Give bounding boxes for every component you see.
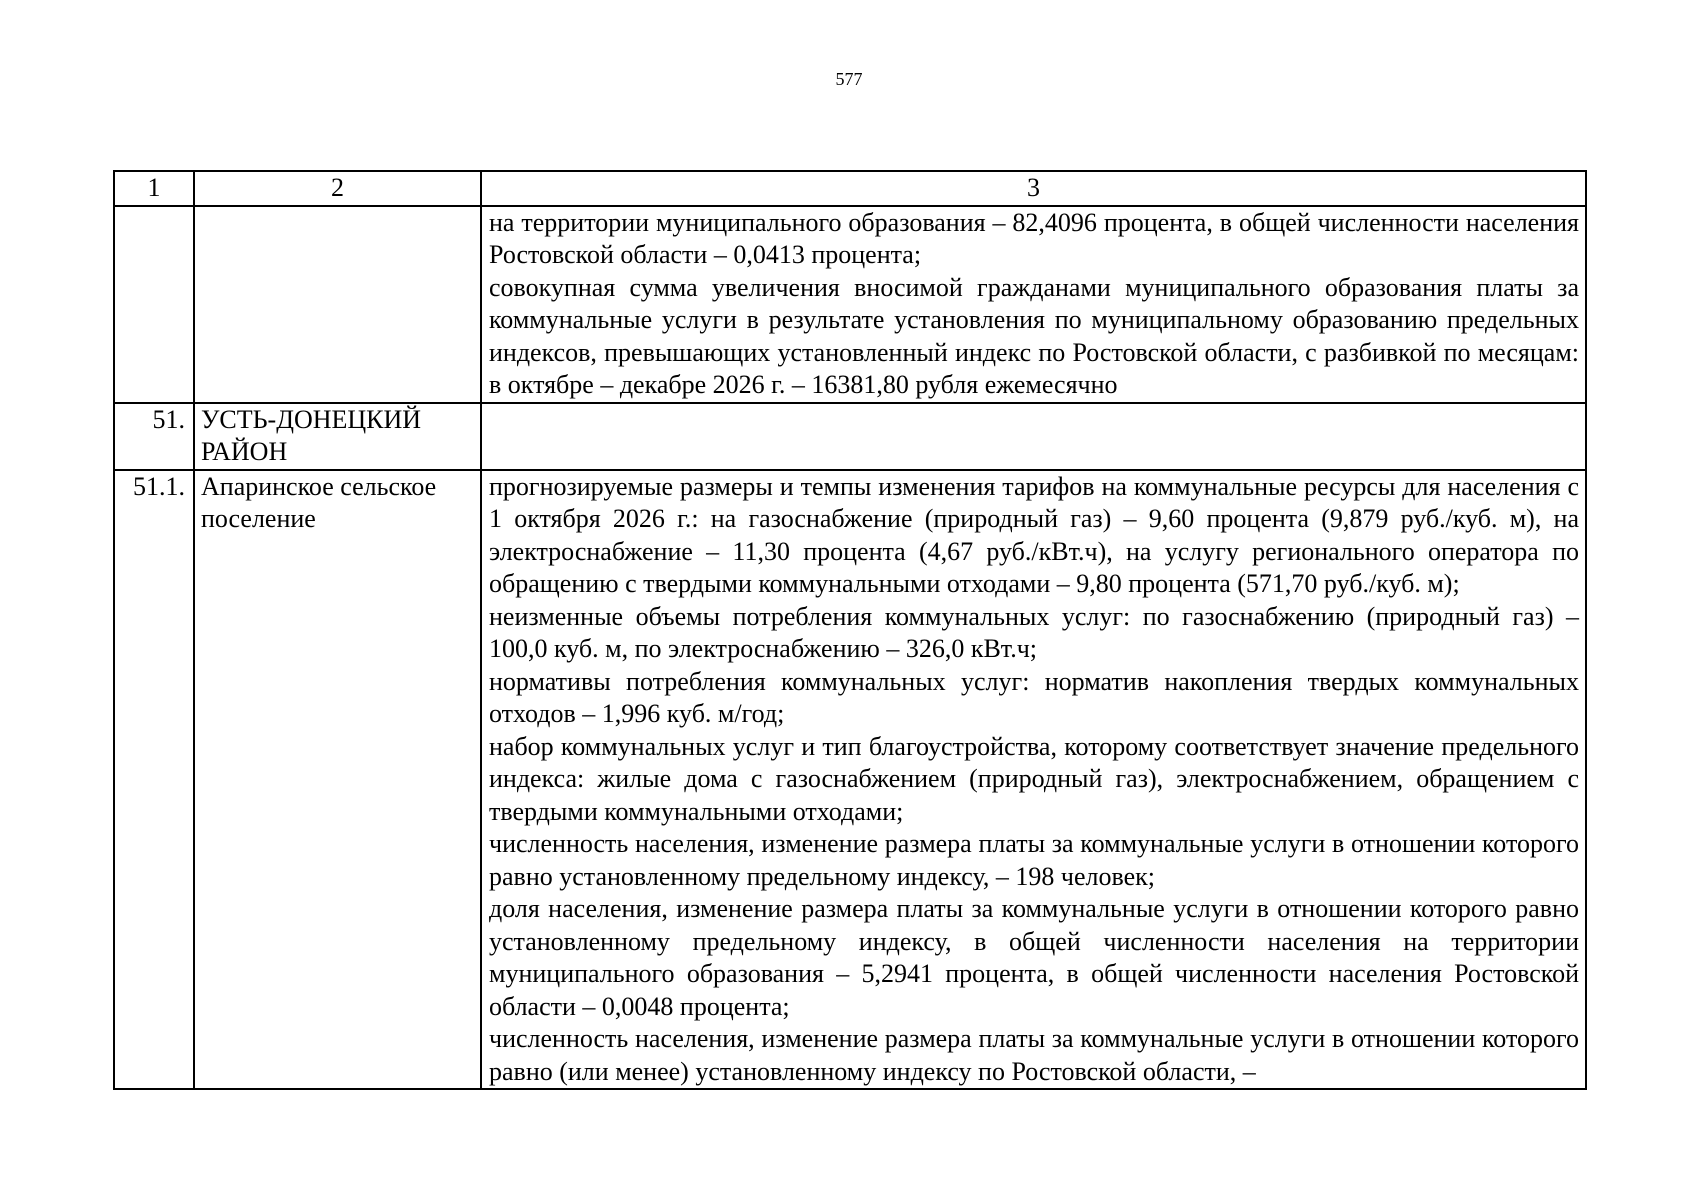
municipality-name: Апаринское сельское поселение bbox=[194, 470, 481, 1090]
content-paragraph: прогнозируемые размеры и темпы изменения тарифов на коммунальные ресурсы для населения с 1 октября 2026 г.: на газоснабжение (природный газ) – 9,60 процента (9,879 руб./куб. м), на электроснабжение – 11,30 процента (4,67 руб./кВт.ч), на услугу регионального оператора по обращению с твердыми коммунальными отходами – 9,80 процента (571,70 руб./куб. м); bbox=[489, 471, 1579, 598]
content-paragraph: набор коммунальных услуг и тип благоустройства, которому соответствует значение предельного индекса: жилые дома с газоснабжением (природный газ), электроснабжением, обращением с твердыми коммунальными отходами; bbox=[489, 731, 1579, 826]
column-header-1: 1 bbox=[114, 171, 194, 206]
table-row bbox=[114, 206, 1586, 403]
content-paragraph: нормативы потребления коммунальных услуг: норматив накопления твердых коммунальных отходов – 1,996 куб. м/год; bbox=[489, 666, 1579, 728]
page-number: 577 bbox=[835, 69, 863, 89]
municipality-name bbox=[194, 206, 481, 403]
tariff-table bbox=[113, 170, 1587, 1090]
content-paragraph: численность населения, изменение размера платы за коммунальные услуги в отношении которого равно установленному предельному индексу, – 198 человек; bbox=[489, 829, 1579, 891]
table-row-district bbox=[114, 403, 1586, 470]
content-paragraph: на территории муниципального образования – 82,4096 процента, в общей численности населения Ростовской области – 0,0413 процента; bbox=[489, 207, 1579, 269]
content-paragraph: совокупная сумма увеличения вносимой гражданами муниципального образования платы за коммунальные услуги в результате установления по муниципальному образованию предельных индексов, превышающих установленный индекс по Ростовской области, с разбивкой по месяцам: в октябре – декабре 2026 г. – 16381,80 рубля ежемесячно bbox=[489, 272, 1579, 399]
district-name: УСТЬ-ДОНЕЦКИЙ РАЙОН bbox=[194, 403, 481, 470]
row-number bbox=[114, 206, 194, 403]
column-header-2: 2 bbox=[194, 171, 481, 206]
table-row bbox=[114, 470, 1586, 1090]
row-content bbox=[481, 470, 1586, 1090]
row-number: 51.1. bbox=[114, 470, 194, 1090]
row-content bbox=[481, 206, 1586, 403]
content-paragraph: неизменные объемы потребления коммунальных услуг: по газоснабжению (природный газ) – 100,0 куб. м, по электроснабжению – 326,0 кВт.ч; bbox=[489, 601, 1579, 663]
row-number: 51. bbox=[114, 403, 194, 470]
table-header-row bbox=[114, 171, 1586, 206]
column-header-3: 3 bbox=[481, 171, 1586, 206]
row-content-empty bbox=[481, 403, 1586, 470]
content-paragraph: численность населения, изменение размера платы за коммунальные услуги в отношении которого равно (или менее) установленному индексу по Ростовской области, – bbox=[489, 1024, 1579, 1086]
content-paragraph: доля населения, изменение размера платы за коммунальные услуги в отношении которого равно установленному предельному индексу, в общей численности населения на территории муниципального образования – 5,2941 процента, в общей численности населения Ростовской области – 0,0048 процента; bbox=[489, 894, 1579, 1021]
